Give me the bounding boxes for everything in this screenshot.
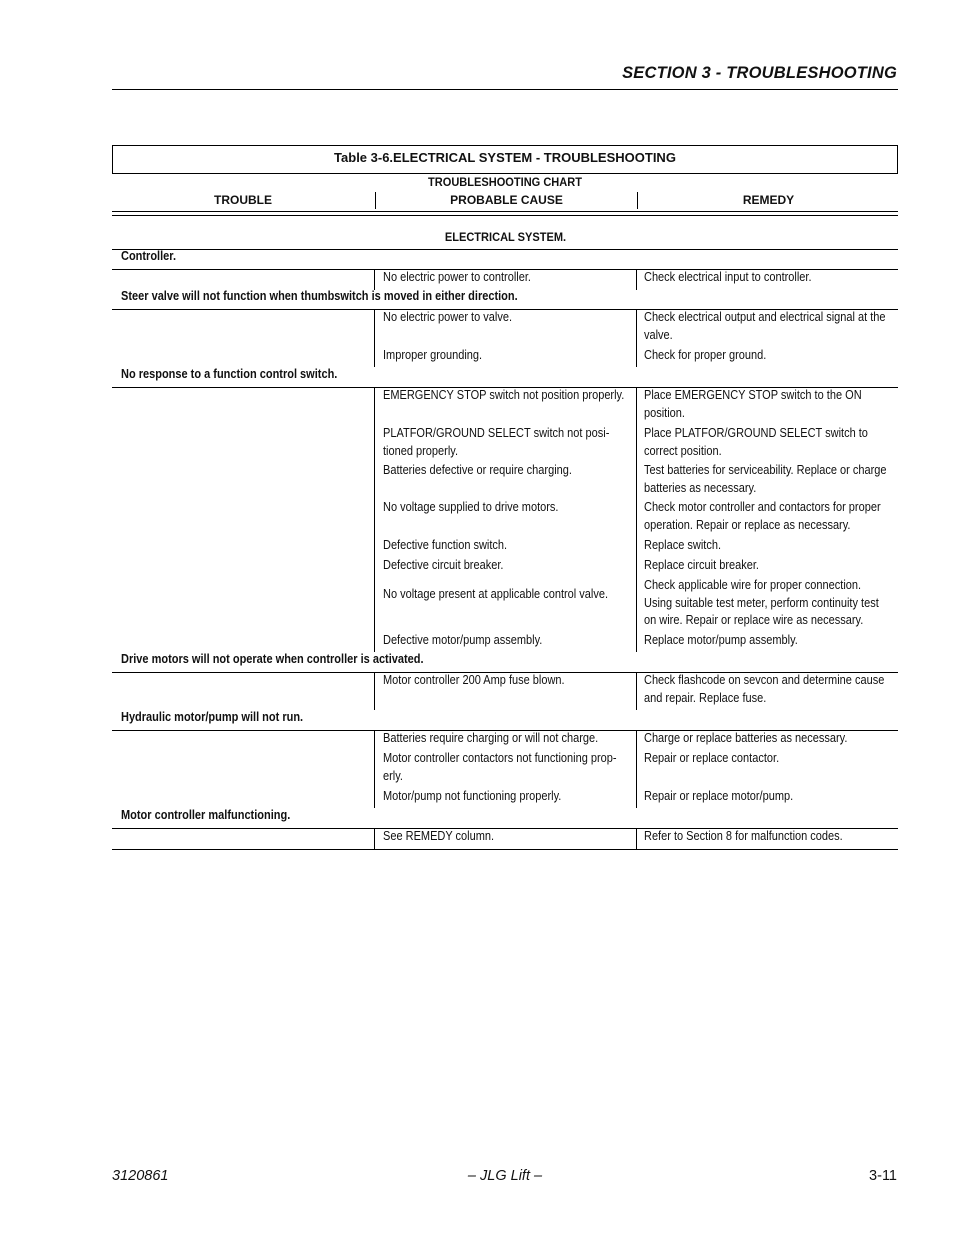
trouble-group: [112, 309, 898, 367]
column-divider: [636, 672, 637, 710]
remedy-cell: Replace circuit breaker.: [644, 558, 759, 572]
trouble-group: [112, 828, 898, 849]
row-divider: [112, 249, 898, 250]
trouble-label: No response to a function control switch.: [121, 367, 338, 381]
column-header-remedy: REMEDY: [637, 192, 899, 209]
section-title: SECTION 3 - TROUBLESHOOTING: [622, 64, 897, 82]
probable-cause-cell: See REMEDY column.: [383, 829, 495, 843]
chart-label: TROUBLESHOOTING CHART: [428, 175, 582, 189]
table-bottom-rule: [112, 849, 898, 850]
column-header-probable-cause: PROBABLE CAUSE: [375, 192, 637, 209]
trouble-label: Hydraulic motor/pump will not run.: [121, 710, 304, 724]
trouble-label: Motor controller malfunctioning.: [121, 808, 291, 822]
column-divider: [374, 828, 375, 849]
section-label: ELECTRICAL SYSTEM.: [444, 230, 567, 244]
remedy-cell: Repair or replace motor/pump.: [644, 789, 794, 803]
table-title: Table 3-6.ELECTRICAL SYSTEM - TROUBLESHOOTING: [112, 145, 898, 174]
probable-cause-cell: No electric power to controller.: [383, 270, 531, 284]
trouble-group: [112, 387, 898, 652]
remedy-cell: Check flashcode on sevcon and determine cause and repair. Replace fuse.: [644, 673, 885, 705]
column-divider: [636, 387, 637, 652]
column-divider: [374, 730, 375, 808]
trouble-label: Controller.: [121, 249, 177, 263]
probable-cause-cell: Improper grounding.: [383, 348, 483, 362]
probable-cause-cell: Motor/pump not functioning properly.: [383, 789, 562, 803]
publisher-name: – JLG Lift –: [467, 1168, 543, 1184]
column-divider: [636, 309, 637, 367]
remedy-cell: Place PLATFOR/GROUND SELECT switch to correct position.: [644, 426, 868, 458]
column-divider: [636, 828, 637, 849]
column-divider: [374, 309, 375, 367]
probable-cause-cell: No voltage supplied to drive motors.: [383, 500, 559, 514]
probable-cause-cell: Defective circuit breaker.: [383, 558, 504, 572]
column-divider: [374, 387, 375, 652]
probable-cause-cell: Batteries require charging or will not charge.: [383, 731, 599, 745]
remedy-cell: Check electrical input to controller.: [644, 270, 812, 284]
document-number: 3120861: [112, 1168, 169, 1184]
column-divider: [374, 672, 375, 710]
trouble-group: [112, 269, 898, 290]
probable-cause-cell: Motor controller contactors not functioning prop-erly.: [383, 751, 617, 783]
trouble-group: [112, 672, 898, 710]
remedy-cell: Replace motor/pump assembly.: [644, 633, 798, 647]
remedy-cell: Place EMERGENCY STOP switch to the ON position.: [644, 388, 862, 420]
remedy-cell: Check for proper ground.: [644, 348, 767, 362]
probable-cause-cell: Defective motor/pump assembly.: [383, 633, 543, 647]
remedy-cell: Replace switch.: [644, 538, 722, 552]
probable-cause-cell: Defective function switch.: [383, 538, 508, 552]
remedy-cell: Check electrical output and electrical signal at the valve.: [644, 310, 886, 342]
probable-cause-cell: Batteries defective or require charging.: [383, 463, 572, 477]
trouble-label: Drive motors will not operate when controller is activated.: [121, 652, 424, 666]
page-number: 3-11: [869, 1168, 897, 1184]
probable-cause-cell: EMERGENCY STOP switch not position properly.: [383, 388, 625, 402]
remedy-cell: Check applicable wire for proper connection. Using suitable test meter, perform continuity test on wire. Repair or replace wire as necessary.: [644, 578, 879, 627]
trouble-label: Steer valve will not function when thumbswitch is moved in either direction.: [121, 289, 518, 303]
header-rule: [112, 89, 898, 90]
column-divider: [374, 269, 375, 290]
remedy-cell: Check motor controller and contactors for proper operation. Repair or replace as necessary.: [644, 500, 881, 532]
remedy-cell: Repair or replace contactor.: [644, 751, 780, 765]
remedy-cell: Charge or replace batteries as necessary.: [644, 731, 848, 745]
probable-cause-cell: No voltage present at applicable control valve.: [383, 587, 609, 601]
remedy-cell: Refer to Section 8 for malfunction codes.: [644, 829, 843, 843]
column-header-trouble: TROUBLE: [214, 193, 272, 207]
trouble-group: [112, 730, 898, 808]
remedy-cell: Test batteries for serviceability. Replace or charge batteries as necessary.: [644, 463, 887, 495]
header-double-rule: [112, 211, 898, 216]
probable-cause-cell: No electric power to valve.: [383, 310, 513, 324]
probable-cause-cell: PLATFOR/GROUND SELECT switch not posi-tioned properly.: [383, 426, 610, 458]
column-divider: [636, 269, 637, 290]
column-divider: [636, 730, 637, 808]
probable-cause-cell: Motor controller 200 Amp fuse blown.: [383, 673, 565, 687]
